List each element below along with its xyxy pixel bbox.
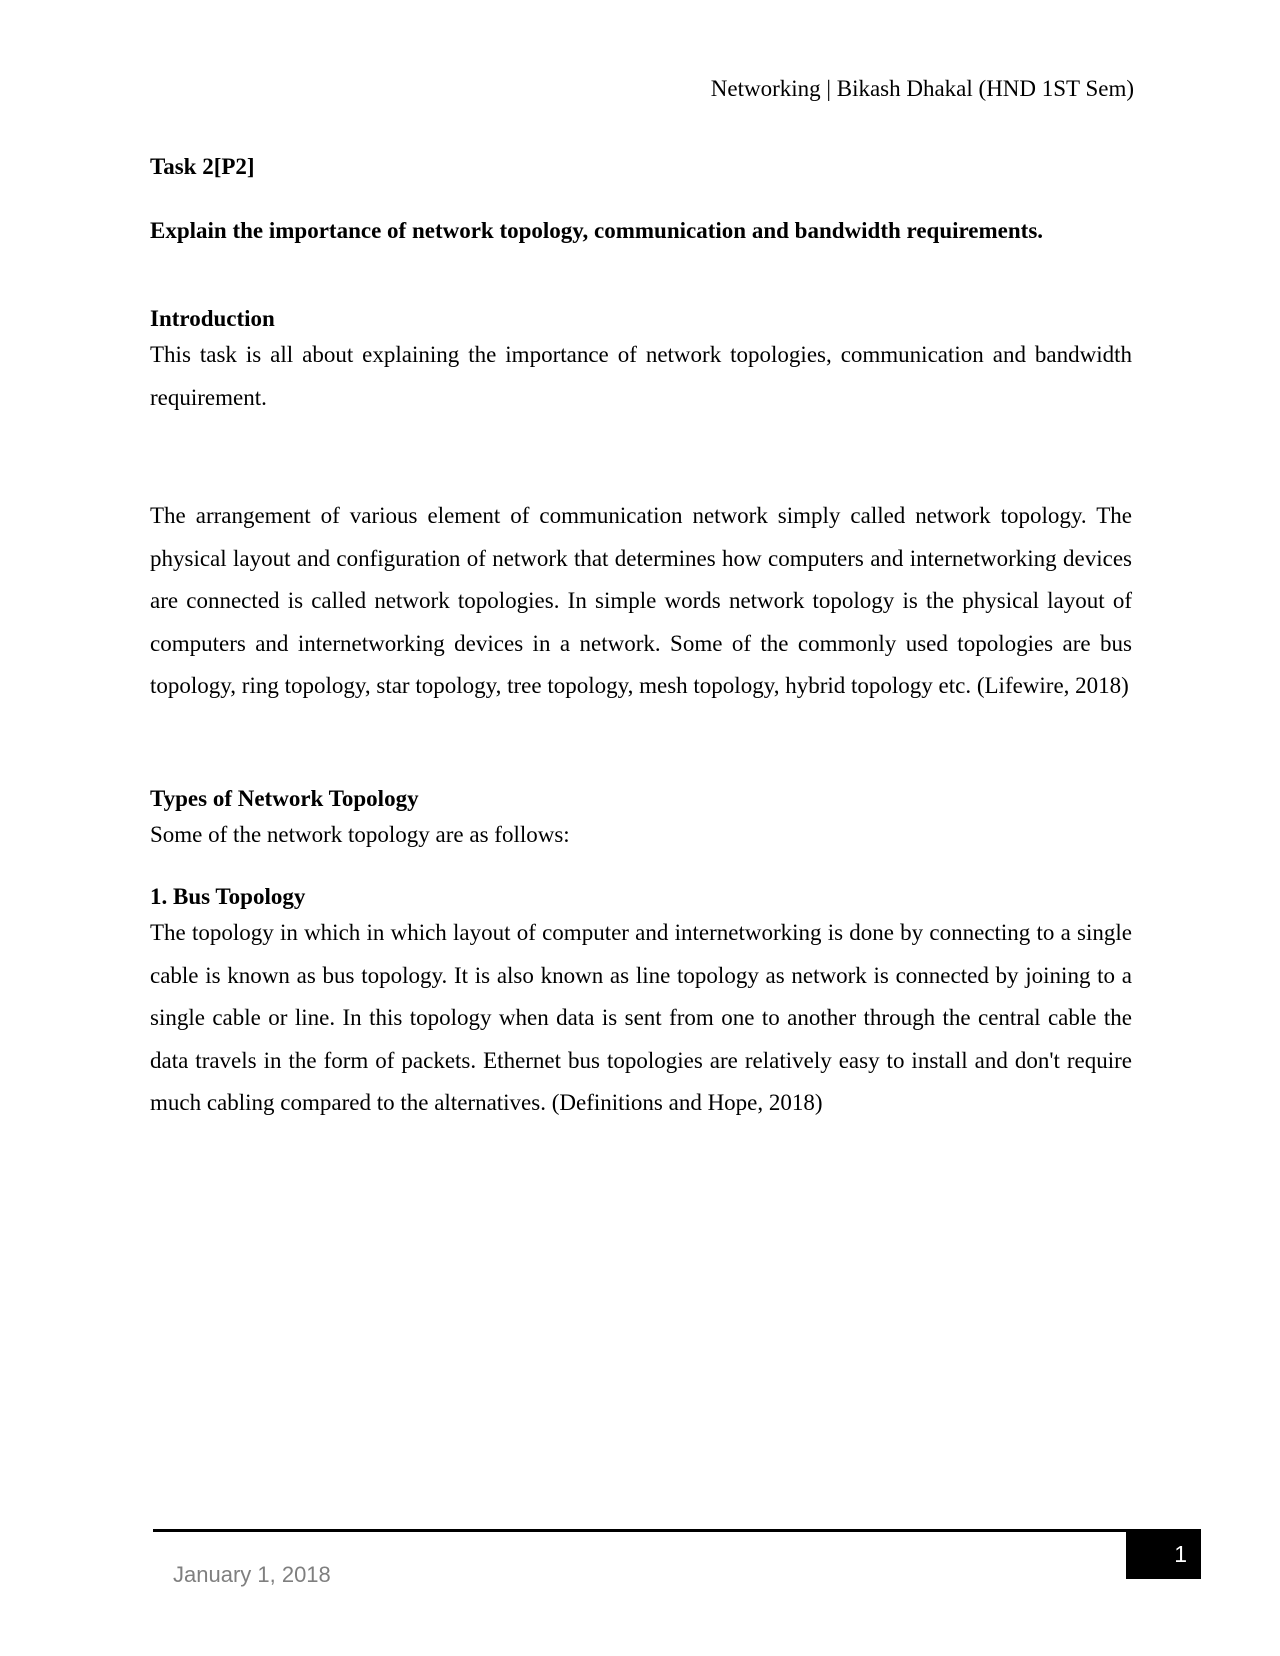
spacer [150, 419, 1132, 495]
page-number-box [1126, 1529, 1201, 1579]
footer-date: January 1, 2018 [173, 1562, 331, 1587]
bus-topology-heading: 1. Bus Topology [150, 884, 306, 909]
running-header: Networking | Bikash Dhakal (HND 1ST Sem) [710, 76, 1134, 101]
page-number: 1 [1174, 1540, 1187, 1567]
types-intro: Some of the network topology are as follows: [150, 821, 570, 847]
introduction-paragraph: This task is all about explaining the importance of network topologies, communication and bandwidth requirement. [150, 342, 1132, 410]
spacer [150, 708, 1132, 784]
definition-paragraph: The arrangement of various element of communication network simply called network topology. The physical layout and configuration of network that determines how computers and internetworking devices are connected is called network topologies. In simple words network topology is the physical layout of computers and internetworking devices in a network. Some of the commonly used topologies are bus topology, ring topology, star topology, tree topology, mesh topology, hybrid topology etc. (Lifewire, 2018) [150, 503, 1132, 698]
bus-topology-paragraph: The topology in which in which layout of computer and internetworking is done by connecting to a single cable is known as bus topology. It is also known as line topology as network is connected by joining to a single cable or line. In this topology when data is sent from one to another through the central cable the data travels in the form of packets. Ethernet bus topologies are relatively easy to install and don't require much cabling compared to the alternatives. (Definitions and Hope, 2018) [150, 920, 1132, 1115]
spacer [150, 856, 1132, 882]
footer-rule [153, 1529, 1127, 1532]
types-heading: Types of Network Topology [150, 785, 419, 811]
task-question: Explain the importance of network topology, communication and bandwidth requirements. [150, 218, 1044, 243]
spacer [150, 248, 1132, 304]
introduction-heading: Introduction [150, 306, 275, 331]
task-title: Task 2[P2] [150, 154, 255, 179]
document-body [150, 150, 1132, 1125]
